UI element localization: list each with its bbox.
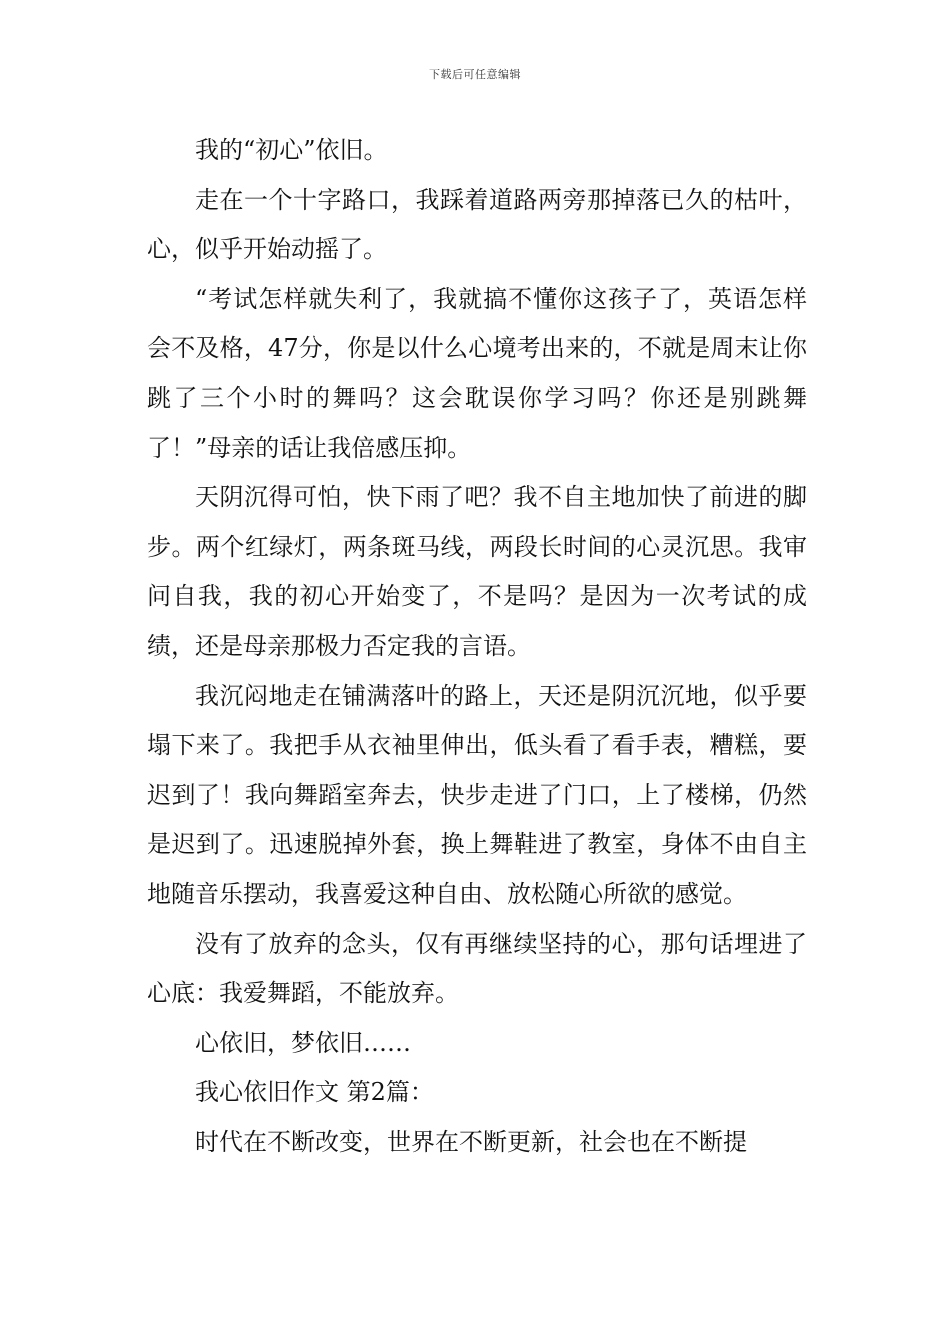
paragraph: 我沉闷地走在铺满落叶的路上，天还是阴沉沉地，似乎要塌下来了。我把手从衣袖里伸出，低头看了看手表，糟糕，要迟到了！我向舞蹈室奔去，快步走进了门口，上了楼梯，仍然是迟到了。迅速脱掉外套，换上舞鞋进了教室，身体不由自主地随音乐摆动，我喜爱这种自由、放松随心所欲的感觉。 xyxy=(147,681,807,908)
page-header-note: 下载后可任意编辑 xyxy=(429,68,521,81)
paragraph: 没有了放弃的念头，仅有再继续坚持的心，那句话埋进了心底：我爱舞蹈，不能放弃。 xyxy=(147,929,807,1008)
document-body xyxy=(147,126,807,1167)
section-heading: 我心依旧作文 第2篇： xyxy=(195,1078,434,1107)
paragraph: 心依旧，梦依旧…… xyxy=(195,1028,411,1057)
paragraph: 我的“初心”依旧。 xyxy=(195,136,388,164)
paragraph: 走在一个十字路口，我踩着道路两旁那掉落已久的枯叶，心，似乎开始动摇了。 xyxy=(147,185,807,264)
paragraph: 天阴沉得可怕，快下雨了吧？我不自主地加快了前进的脚步。两个红绿灯，两条斑马线，两段长时间的心灵沉思。我审问自我，我的初心开始变了，不是吗？是因为一次考试的成绩，还是母亲那极力否定我的言语。 xyxy=(147,483,807,660)
paragraph: 时代在不断改变，世界在不断更新，社会也在不断提 xyxy=(195,1127,747,1156)
paragraph: “考试怎样就失利了，我就搞不懂你这孩子了，英语怎样会不及格，47分，你是以什么心境考出来的，不就是周末让你跳了三个小时的舞吗？这会耽误你学习吗？你还是别跳舞了！”母亲的话让我倍感压抑。 xyxy=(147,284,807,462)
